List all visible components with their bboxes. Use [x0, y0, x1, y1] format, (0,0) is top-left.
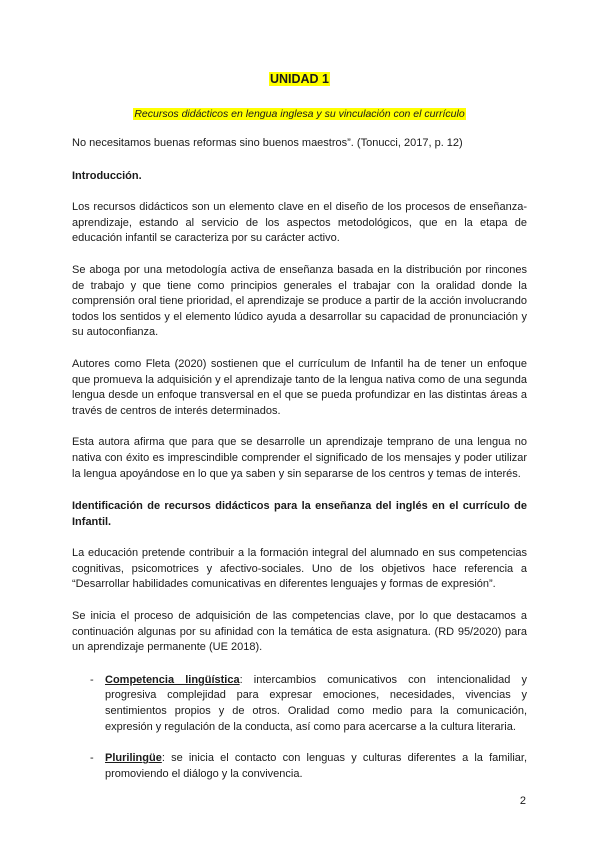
list-item-text: : intercambios comunicativos con intencionalidad y progresiva complejidad para expresar emociones, necesidades, vivencias y sentimientos propios y de otros. Oralidad como medio para la comunicación, expresión y regulación de la conducta, así como para acercarse a la cultura literaria.: [105, 673, 527, 733]
list-dash: -: [90, 673, 94, 686]
intro-heading: Introducción.: [72, 169, 142, 182]
section-heading: Identificación de recursos didácticos para la enseñanza del inglés en el currículo de Infantil.: [72, 500, 527, 528]
paragraph: Autores como Fleta (2020) sostienen que el currículum de Infantil ha de tener un enfoque que promueva la adquisición y el aprendizaje tanto de la lengua nativa como de una segunda lengua desde un enfoque transversal en el que se pueda profundizar en las distintas áreas a través de centros de interés determinados.: [72, 357, 527, 417]
epigraph-quote: No necesitamos buenas reformas sino buenos maestros”. (Tonucci, 2017, p. 12): [72, 137, 463, 149]
list-item-term: Plurilingüe: [105, 752, 162, 765]
title-block: [72, 70, 527, 88]
paragraph: La educación pretende contribuir a la formación integral del alumnado en sus competencias cognitivas, psicomotrices y afectivo-sociales. Uno de los objetivos hace referencia a “Desarrollar habilidades comunicativas en diferentes lenguajes y formas de expresión”.: [72, 547, 527, 591]
list-item-text: : se inicia el contacto con lenguas y culturas diferentes a la familiar, promoviendo el diálogo y la convivencia.: [105, 752, 527, 780]
list-item: [72, 673, 527, 735]
paragraph: Los recursos didácticos son un elemento clave en el diseño de los procesos de enseñanza-aprendizaje, estando al servicio de los aspectos metodológicos, que en la etapa de educación infantil se caracteriza por su carácter activo.: [72, 201, 527, 245]
paragraph: Esta autora afirma que para que se desarrolle un aprendizaje temprano de una lengua no nativa con éxito es imprescindible comprender el significado de los mensajes y poder utilizar la lengua apoyándose en lo que ya saben y sin separarse de los centros y temas de interés.: [72, 436, 527, 480]
paragraph: Se aboga por una metodología activa de enseñanza basada en la distribución por rincones de trabajo y que tiene como principios generales el trabajar con la oralidad donde la comprensión oral tiene prioridad, el aprendizaje se produce a partir de la acción involucrando todos los sentidos y el elemento lúdico ayuda a desarrollar su capacidad de pronunciación y su autoconfianza.: [72, 263, 527, 339]
subtitle-block: [72, 104, 527, 122]
list-item-term: Competencia lingüística: [105, 673, 240, 686]
list-item: [72, 751, 527, 782]
page-number: 2: [519, 795, 526, 807]
competency-list: [72, 673, 527, 783]
list-dash: -: [90, 752, 94, 765]
unit-subtitle: Recursos didácticos en lengua inglesa y su vinculación con el currículo: [134, 108, 465, 120]
paragraph: Se inicia el proceso de adquisición de las competencias clave, por lo que destacamos a continuación algunas por su afinidad con la temática de esta asignatura. (RD 95/2020) para un aprendizaje permanente (UE 2018).: [72, 610, 527, 654]
document-page: [72, 70, 527, 782]
unit-title: UNIDAD 1: [269, 72, 330, 86]
